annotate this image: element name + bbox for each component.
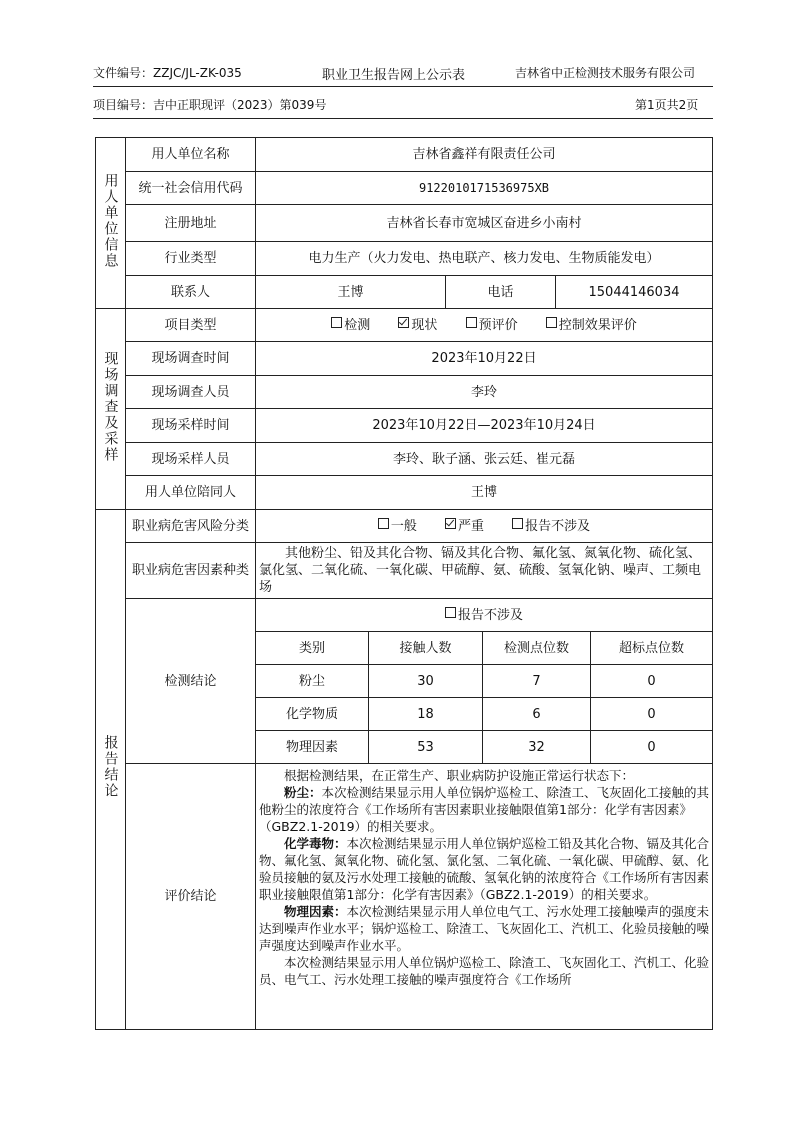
risk-option[interactable]: 报告不涉及 [512, 519, 590, 534]
detection-not-involved[interactable]: 报告不涉及 [256, 599, 713, 632]
row-exposed: 18 [369, 698, 483, 731]
phone-label: 电话 [446, 276, 556, 309]
eval-chemical: 化学毒物：本次检测结果显示用人单位锅炉巡检工铅及其化合物、镉及其化合物、氟化氢、氮氧化物、硫化氢、氯化氢、二氧化硫、一氧化碳、甲硫醇、氨、化验员接触的氨及污水处理工接触的硫酸、氢氧化钠的浓度符合《工作场所有害因素职业接触限值第1部分：化学有害因素》（GBZ2.1-2019）的相关要求。 [259, 836, 710, 902]
address-label: 注册地址 [126, 205, 256, 242]
row-exposed: 30 [369, 665, 483, 698]
survey-time-value: 2023年10月22日 [256, 342, 713, 376]
employer-name-label: 用人单位名称 [126, 138, 256, 172]
industry-label: 行业类型 [126, 242, 256, 276]
detection-header-points: 检测点位数 [483, 632, 591, 665]
risk-option[interactable]: 一般 [378, 519, 417, 534]
checkbox-checked-icon [398, 317, 409, 328]
checkbox-icon [331, 317, 342, 328]
project-type-option[interactable]: 现状 [398, 318, 437, 333]
checkbox-icon [445, 607, 456, 618]
disclosure-table [95, 137, 713, 1030]
detection-header-exposed: 接触人数 [369, 632, 483, 665]
evaluation-conclusion-text [256, 764, 713, 1030]
evaluation-conclusion-label: 评价结论 [126, 764, 256, 1030]
contact-value: 王博 [256, 276, 446, 309]
row-category: 粉尘 [256, 665, 369, 698]
row-exceeded: 0 [591, 665, 713, 698]
detection-conclusion-label: 检测结论 [126, 599, 256, 764]
checkbox-checked-icon [445, 518, 456, 529]
eval-noise: 本次检测结果显示用人单位锅炉巡检工、除渣工、飞灰固化工、汽机工、化验员、电气工、污水处理工接触的噪声强度符合《工作场所 [259, 955, 710, 987]
file-number: 文件编号：ZZJC/JL-ZK-035 [93, 66, 242, 80]
row-points: 7 [483, 665, 591, 698]
risk-class-label: 职业病危害风险分类 [126, 510, 256, 543]
row-exposed: 53 [369, 731, 483, 764]
project-type-label: 项目类型 [126, 309, 256, 342]
header-rule-top [93, 86, 713, 87]
report-section-label: 报告结论 [96, 510, 126, 1030]
project-number: 项目编号：吉中正职现评（2023）第039号 [93, 98, 327, 112]
escort-value: 王博 [256, 476, 713, 510]
employer-name-value: 吉林省鑫祥有限责任公司 [256, 138, 713, 172]
header-rule-bottom [93, 118, 713, 119]
checkbox-icon [512, 518, 523, 529]
row-exceeded: 0 [591, 731, 713, 764]
row-category: 化学物质 [256, 698, 369, 731]
project-type-options [256, 309, 713, 342]
eval-dust: 粉尘：本次检测结果显示用人单位锅炉巡检工、除渣工、飞灰固化工接触的其他粉尘的浓度符合《工作场所有害因素职业接触限值第1部分：化学有害因素》（GBZ2.1-2019）的相关要求。 [259, 785, 710, 834]
phone-value: 15044146034 [556, 276, 713, 309]
row-exceeded: 0 [591, 698, 713, 731]
escort-label: 用人单位陪同人 [126, 476, 256, 510]
samplers-label: 现场采样人员 [126, 443, 256, 476]
document-title: 职业卫生报告网上公示表 [322, 68, 466, 83]
project-type-option[interactable]: 检测 [331, 318, 370, 333]
risk-class-options [256, 510, 713, 543]
risk-option[interactable]: 严重 [445, 519, 484, 534]
credit-code-value: 9122010171536975XB [256, 172, 713, 205]
credit-code-label: 统一社会信用代码 [126, 172, 256, 205]
company-name: 吉林省中正检测技术服务有限公司 [515, 66, 696, 80]
row-category: 物理因素 [256, 731, 369, 764]
detection-header-category: 类别 [256, 632, 369, 665]
page-info: 第1页共2页 [635, 98, 699, 112]
hazard-types-label: 职业病危害因素种类 [126, 543, 256, 599]
address-value: 吉林省长春市宽城区奋进乡小南村 [256, 205, 713, 242]
checkbox-icon [378, 518, 389, 529]
surveyor-label: 现场调查人员 [126, 376, 256, 409]
eval-intro: 根据检测结果，在正常生产、职业病防护设施正常运行状态下： [284, 768, 635, 783]
survey-time-label: 现场调查时间 [126, 342, 256, 376]
hazard-types-value: 其他粉尘、铅及其化合物、镉及其化合物、氟化氢、氮氧化物、硫化氢、氯化氢、二氧化硫、一氧化碳、甲硫醇、氨、硫酸、氢氧化钠、噪声、工频电场 [256, 543, 713, 599]
checkbox-icon [466, 317, 477, 328]
samplers-value: 李玲、耿子涵、张云廷、崔元磊 [256, 443, 713, 476]
row-points: 32 [483, 731, 591, 764]
project-type-option[interactable]: 控制效果评价 [546, 318, 637, 333]
sampling-time-value: 2023年10月22日—2023年10月24日 [256, 409, 713, 443]
industry-value: 电力生产（火力发电、热电联产、核力发电、生物质能发电） [256, 242, 713, 276]
eval-physical: 物理因素：本次检测结果显示用人单位电气工、污水处理工接触噪声的强度未达到噪声作业水平；锅炉巡检工、除渣工、飞灰固化工、汽机工、化验员接触的噪声强度达到噪声作业水平。 [259, 904, 710, 953]
employer-section-label: 用人单位信息 [96, 138, 126, 309]
checkbox-icon [546, 317, 557, 328]
contact-label: 联系人 [126, 276, 256, 309]
survey-section-label: 现场调查及采样 [96, 309, 126, 510]
sampling-time-label: 现场采样时间 [126, 409, 256, 443]
row-points: 6 [483, 698, 591, 731]
project-type-option[interactable]: 预评价 [466, 318, 518, 333]
detection-header-exceeded: 超标点位数 [591, 632, 713, 665]
surveyor-value: 李玲 [256, 376, 713, 409]
